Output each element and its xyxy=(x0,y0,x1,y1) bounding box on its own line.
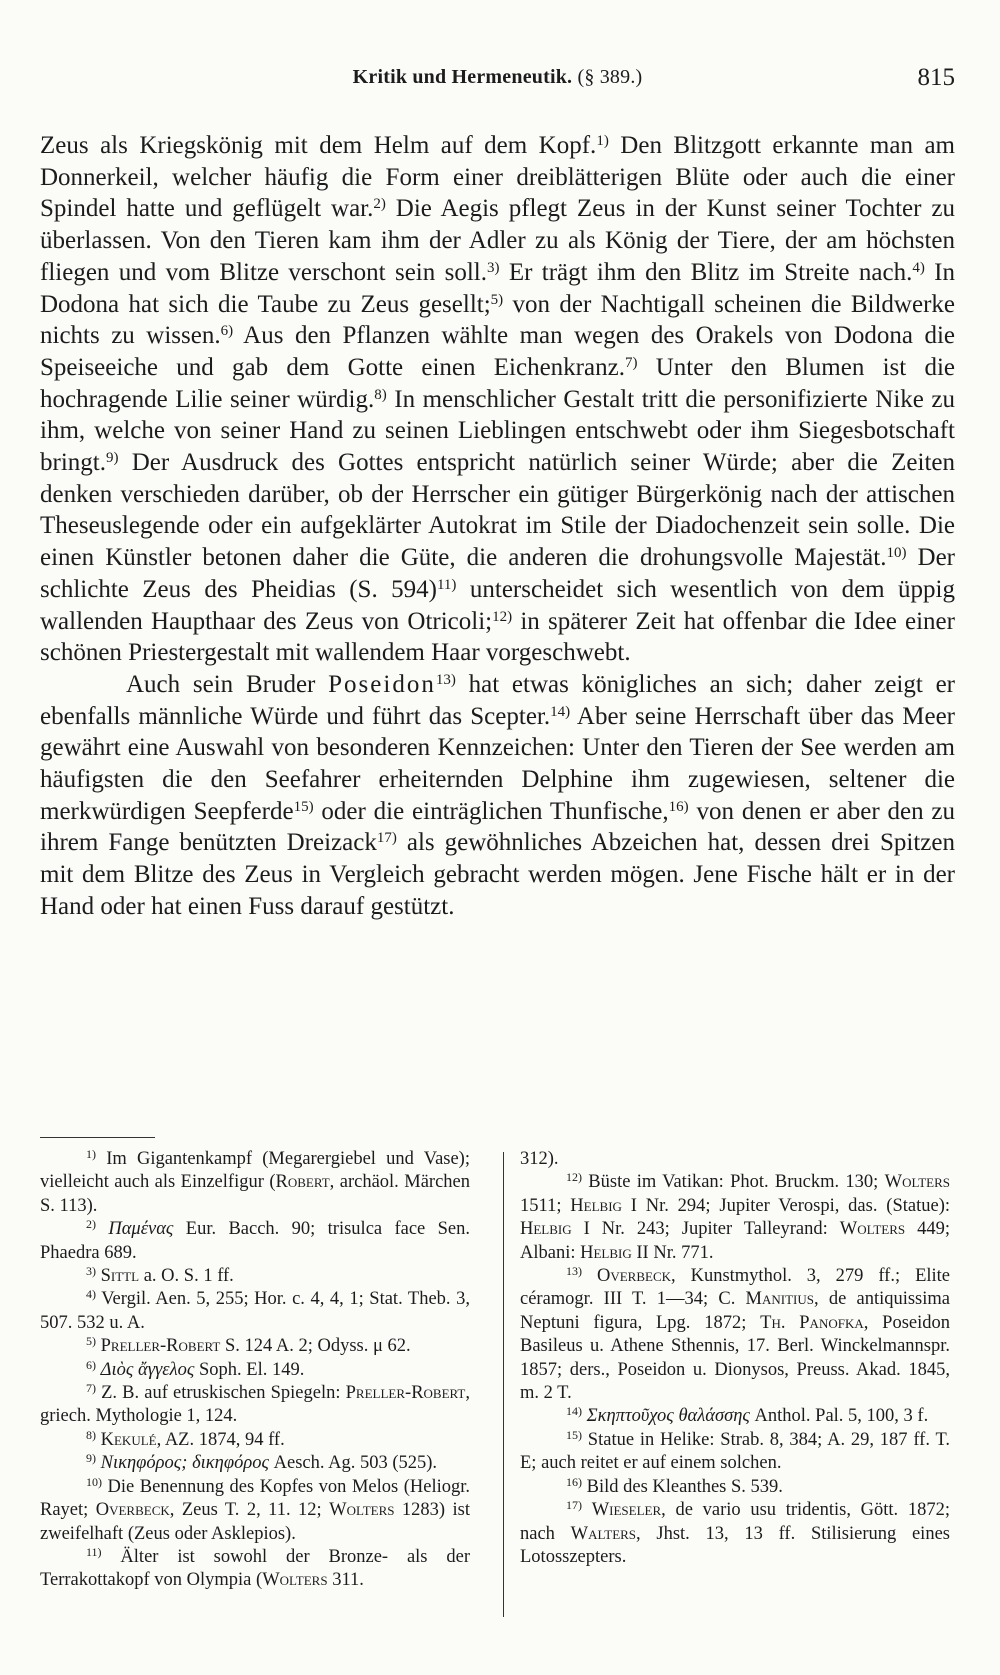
footnote xyxy=(520,1429,950,1476)
footnote-ref: 7) xyxy=(624,354,638,371)
author-name: Helbig xyxy=(520,1219,572,1240)
text-run: Eur. Bacch. 90; trisulca face Sen. Phaedra 689. xyxy=(40,1219,470,1263)
text-run: , Zeus T. 2, 11. 12; xyxy=(169,1500,330,1521)
text-run: , de vario usu tridentis, Gött. 1872; nach xyxy=(520,1500,950,1544)
page-number: 815 xyxy=(917,64,955,91)
footnote-ref: 1) xyxy=(596,133,609,149)
column-divider xyxy=(503,1152,504,1617)
text-run: Im Gigantenkampf (Megarergiebel und Vase); vielleicht auch als Einzelfigur ( xyxy=(40,1149,470,1193)
text-run: 1511; xyxy=(520,1195,571,1216)
footnote-ref: 10) xyxy=(886,545,907,562)
greek-term: Σκηπτοῦχος θαλάσσης xyxy=(586,1406,750,1427)
footnote-ref: 6) xyxy=(86,1357,96,1372)
text-run: Aesch. Ag. 503 (525). xyxy=(269,1453,438,1474)
author-name: Preller-Robert xyxy=(345,1383,466,1404)
footnote-ref: 14) xyxy=(550,703,571,720)
author-name: Wolters xyxy=(329,1500,395,1521)
footnote xyxy=(40,1476,470,1546)
text-run: I Nr. 294; Jupiter Verospi, das. (Statue): xyxy=(621,1195,950,1216)
footnote xyxy=(40,1429,470,1452)
text-run: Unter den Blumen ist die hochragende Lilie seiner würdig. xyxy=(40,353,955,413)
text-run: Zeus als Kriegskönig mit dem Helm auf dem Kopf. xyxy=(40,132,597,159)
footnote-ref: 11) xyxy=(86,1544,102,1559)
header-section: (§ 389.) xyxy=(577,66,643,88)
text-run: Vergil. Aen. 5, 255; Hor. c. 4, 4, 1; Stat. Theb. 3, 507. 532 u. A. xyxy=(40,1289,470,1333)
text-run: 1283) ist zweifelhaft (Zeus oder Asklepios). xyxy=(40,1500,471,1544)
footnote-ref: 12) xyxy=(566,1170,582,1185)
text-run: , griech. Mythologie 1, 124. xyxy=(40,1383,470,1427)
text-run: in späterer Zeit hat offenbar die Idee einer schönen Priestergestalt mit wallendem Haar vorgeschwebt. xyxy=(40,607,955,667)
footnote xyxy=(40,1452,470,1475)
author-name: Th. Panofka xyxy=(760,1312,864,1333)
footnote-ref: 12) xyxy=(492,608,513,625)
paragraph-poseidon xyxy=(40,669,955,923)
footnote-rule xyxy=(40,1137,155,1138)
footnote-ref: 11) xyxy=(436,576,457,593)
author-name: Walters xyxy=(570,1523,637,1544)
footnote-ref: 5) xyxy=(86,1334,96,1349)
footnote xyxy=(520,1265,950,1405)
text-run: von der Nachtigall scheinen die Bildwerke nichts zu wissen. xyxy=(40,290,955,350)
footnote-ref: 17) xyxy=(376,830,397,847)
emphasized-name: Poseidon xyxy=(328,670,436,698)
text-run: als gewöhnliches Abzeichen hat, dessen drei Spitzen mit dem Blitze des Zeus in Vergleich gebracht werden mögen. Jene Fische hält er in der Hand oder hat einen Fuss darauf gestützt. xyxy=(40,829,955,920)
text-run: hat etwas königliches an sich; daher zeigt er ebenfalls männliche Würde und führt das Scepter. xyxy=(40,670,955,730)
footnote xyxy=(40,1218,470,1265)
text-run: unterscheidet sich wesentlich von dem üppig wallenden Haupthaar des Zeus von Otricoli; xyxy=(40,575,955,635)
text-run: S. 124 A. 2; Odyss. μ 62. xyxy=(220,1336,411,1357)
author-name: Helbig xyxy=(580,1242,632,1263)
text-run xyxy=(582,1266,597,1286)
footnote-ref: 8) xyxy=(86,1427,96,1442)
footnote xyxy=(40,1288,470,1335)
footnote-ref: 6) xyxy=(220,323,234,340)
footnote-ref: 9) xyxy=(86,1451,96,1466)
footnote xyxy=(40,1148,470,1218)
text-run xyxy=(582,1500,592,1520)
text-run: In Dodona hat sich die Taube zu Zeus gesellt; xyxy=(40,258,955,318)
footnote-ref: 5) xyxy=(490,291,504,308)
footnote-ref: 8) xyxy=(374,386,387,403)
author-name: Wolters xyxy=(262,1570,328,1591)
greek-term: Παμένας xyxy=(108,1219,174,1240)
running-header xyxy=(40,66,955,102)
footnote-ref: 7) xyxy=(86,1381,96,1396)
text-run: Büste im Vatikan: Phot. Bruckm. 130; xyxy=(582,1172,885,1193)
text-run: , AZ. 1874, 94 ff. xyxy=(156,1429,285,1450)
text-run: oder die einträglichen Thunfische, xyxy=(313,797,669,825)
author-name: Manitius xyxy=(745,1289,814,1310)
text-run: , Poseidon Basileus u. Athene Sthennis, 17. Berl. Winckelmannspr. 1857; ders., Poseidon u. Dionysos, Preuss. Akad. 1845, m. 2 T. xyxy=(520,1312,950,1404)
footnote xyxy=(520,1405,950,1428)
footnote-ref: 2) xyxy=(373,196,386,213)
author-name: Helbig xyxy=(570,1195,622,1216)
footnote-ref: 16) xyxy=(566,1474,582,1489)
text-run: , Kunstmythol. 3, 279 ff.; Elite céramogr. III T. 1—34; C. xyxy=(520,1266,950,1310)
text-run: , de antiquissima Neptuni figura, Lpg. 1872; xyxy=(520,1289,950,1333)
main-text xyxy=(40,130,955,923)
footnote xyxy=(40,1265,470,1288)
author-name: Overbeck xyxy=(596,1266,671,1287)
footnote-ref: 13) xyxy=(435,671,456,688)
text-run: Älter ist sowohl der Bronze- als der Terrakottakopf von Olympia ( xyxy=(40,1546,470,1591)
footnote-ref: 14) xyxy=(566,1404,582,1419)
text-run: Statue in Helike: Strab. 8, 384; A. 29, 187 ff. T. E; auch reitet er auf einem solchen. xyxy=(520,1429,950,1474)
greek-term: Διὸς ἄγγελος xyxy=(100,1359,195,1380)
paragraph-zeus xyxy=(40,130,955,669)
text-run: Aus den Pflanzen wählte man wegen des Orakels von Dodona die Speiseeiche und gab dem Gotte einen Eichenkranz. xyxy=(40,322,955,381)
author-name: Wieseler xyxy=(591,1500,662,1521)
header-title: Kritik und Hermeneutik. xyxy=(352,66,573,88)
footnote-ref: 2) xyxy=(86,1217,96,1232)
text-run: Anthol. Pal. 5, 100, 3 f. xyxy=(749,1406,929,1427)
footnote-ref: 16) xyxy=(668,798,689,815)
footnote xyxy=(40,1335,470,1358)
text-run: Der schlichte Zeus des Pheidias (S. 594) xyxy=(40,544,955,603)
footnote xyxy=(40,1359,470,1382)
author-name: Wolters xyxy=(884,1172,950,1193)
footnote-ref: 17) xyxy=(566,1498,582,1513)
text-run: Der Ausdruck des Gottes entspricht natürlich seiner Würde; aber die Zeiten denken verschieden darüber, ob der Herrscher ein gütiger Bürgerkönig nach der attischen Theseuslegende oder ein aufgeklärter Autokrat im Stile der Diadochenzeit sein solle. Die einen Künstler betonen daher die Güte, die anderen die drohungsvolle Majestät. xyxy=(40,449,955,572)
text-run: Z. B. auf etruskischen Spiegeln: xyxy=(96,1383,346,1404)
text-run: Soph. El. 149. xyxy=(194,1359,305,1380)
footnote-ref: 4) xyxy=(86,1287,96,1302)
text-run: 311. xyxy=(327,1570,364,1591)
text-run: Den Blitzgott erkannte man am Donnerkeil, welcher häufig die Form einer dreiblätterigen Blüte oder auch die einer Spindel hatte und geflügelt war. xyxy=(40,132,955,223)
text-run: Die Aegis pflegt Zeus in der Kunst seiner Tochter zu überlassen. Von den Tieren kam ihm der Adler zu als König der Tiere, der am höchsten fliegen und vom Blitze verschont sein soll. xyxy=(40,195,955,286)
text-run: a. O. S. 1 ff. xyxy=(139,1266,234,1287)
footnote-ref: 15) xyxy=(566,1427,582,1442)
footnote-ref: 10) xyxy=(86,1474,102,1489)
footnote xyxy=(40,1382,470,1429)
footnote-ref: 3) xyxy=(86,1264,96,1279)
footnote xyxy=(520,1148,950,1171)
footnotes-right-column xyxy=(520,1148,950,1569)
footnote-ref: 3) xyxy=(486,259,500,276)
text-run: Er trägt ihm den Blitz im Streite nach. xyxy=(499,258,913,286)
text-run: Die Benennung des Kopfes von Melos (Heliogr. Rayet; xyxy=(40,1476,470,1521)
author-name: Overbeck xyxy=(95,1500,170,1521)
text-run: , archäol. Märchen S. 113). xyxy=(40,1172,470,1216)
author-name: Preller-Robert xyxy=(100,1336,221,1357)
text-run: 449; Albani: xyxy=(520,1219,951,1263)
author-name: Kekulé xyxy=(100,1429,157,1450)
greek-term: Νικηφόρος; δικηφόρος xyxy=(100,1453,269,1474)
running-title xyxy=(40,66,955,89)
author-name: Wolters xyxy=(839,1219,906,1240)
text-run: 312). xyxy=(520,1149,559,1169)
author-name: Robert xyxy=(275,1172,330,1193)
footnote-ref: 4) xyxy=(912,259,925,276)
text-run: Bild des Kleanthes S. 539. xyxy=(582,1476,783,1497)
footnotes-left-column xyxy=(40,1148,470,1593)
footnote xyxy=(40,1546,470,1593)
text-run: von denen er aber den zu ihrem Fange benützten Dreizack xyxy=(40,797,956,857)
footnote-ref: 13) xyxy=(566,1264,582,1279)
footnote-ref: 9) xyxy=(105,450,119,467)
footnote xyxy=(520,1476,950,1499)
footnote-ref: 1) xyxy=(86,1147,96,1161)
text-run: , Jhst. 13, 13 ff. Stilisierung eines Lotosszepters. xyxy=(520,1523,950,1567)
text-run: II Nr. 771. xyxy=(631,1242,714,1263)
text-run: Aber seine Herrschaft über das Meer gewährt eine Auswahl von besonderen Kennzeichen: Unter den Tieren der See werden am häufigsten die den Seefahrer erheiternden Delphine ihm zugewiesen, seltener die merkwürdigen Seepferde xyxy=(40,702,956,825)
author-name: Sittl xyxy=(100,1266,140,1287)
text-run: In menschlicher Gestalt tritt die personifizierte Nike zu ihm, welche von seiner Hand zu seinen Lieblingen entschwebt oder ihm Siegesbotschaft bringt. xyxy=(40,385,955,477)
footnote-ref: 15) xyxy=(293,798,314,815)
footnote xyxy=(520,1499,950,1569)
text-run xyxy=(96,1219,108,1239)
text-run: I Nr. 243; Jupiter Talleyrand: xyxy=(571,1219,840,1240)
text-run: Auch sein Bruder xyxy=(126,670,329,698)
footnote xyxy=(520,1171,950,1265)
